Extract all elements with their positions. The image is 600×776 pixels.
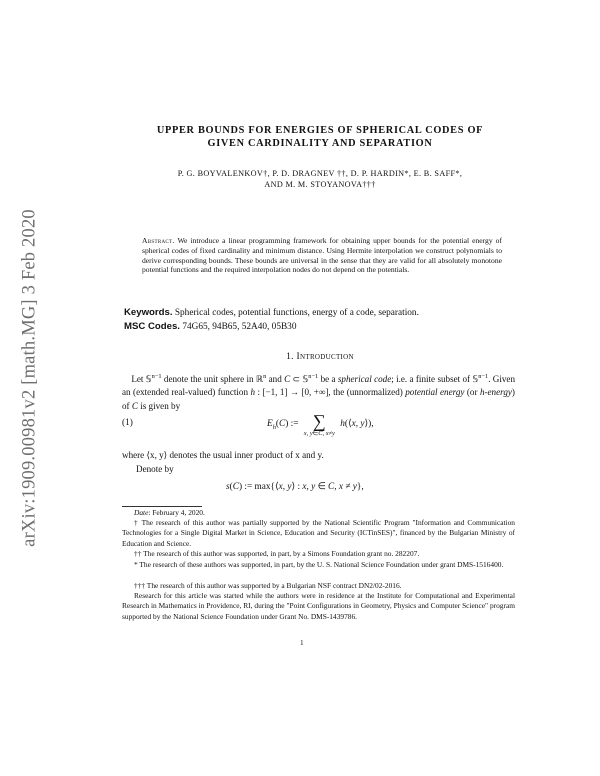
footnote-rule [122,506,202,507]
date-footnote: Date: February 4, 2020. [134,508,205,517]
equation-number: (1) [122,418,133,428]
msc-codes: MSC Codes. 74G65, 94B65, 52A40, 05B30 [124,321,297,332]
abstract [142,236,502,275]
author-list: P. G. BOYVALENKOV†, P. D. DRAGNEV ††, D. P. HARDIN*, E. B. SAFF*, AND M. M. STOYANOVA††† [177,169,463,189]
arxiv-identifier: arXiv:1909.00981v2 [math.MG] 3 Feb 2020 [19,209,40,547]
abstract-text: We introduce a linear programming framework for obtaining upper bounds for the potential energy of spherical codes of fixed cardinality and minimum distance. Using Hermite interpolation we construct polynomials to derive corresponding bounds. These bounds are universal in the sense that they are valid for all absolutely monotone potential functions and the required interpolation nodes do not depend on the potentials. [142,236,502,275]
keywords: Keywords. Spherical codes, potential functions, energy of a code, separation. [124,307,419,318]
energy-equation: $E_h(C)$ := ∑ $^{x, y\in C, x\ne y}$ h(⟨x, y⟩), [267,411,374,437]
footnote-2: †† The research of this author was supported, in part, by a Simons Foundation grant no. 282207. [134,549,420,558]
paper-title: UPPER BOUNDS FOR ENERGIES OF SPHERICAL CODES OF GIVEN CARDINALITY AND SEPARATION [156,125,484,149]
section-heading: 1. Introduction [286,352,354,362]
inner-product-note: where ⟨x, y⟩ denotes the usual inner product of x and y. [122,450,324,460]
separation-equation: s(C) := max{⟨x, y⟩ : x, y ∈ C, x ≠ y}, [226,482,364,492]
footnote-4: ††† The research of this author was supported by a Bulgarian NSF contract DN2/02-2016. [134,581,402,590]
footnote-3: * The research of these authors was supported, in part, by the U. S. National Science Foundation under grant DMS-1516400. [134,560,504,569]
denote-by: Denote by [136,464,174,474]
page-number: 1 [300,639,304,647]
footnote-1: † The research of this author was partially supported by the National Scientific Program "Information and Communication Technologies for a Single Digital Market in Science, Education and Security (ICTinSES)", financed by the Bulgarian Ministry of Education and Science. [122,518,515,548]
footnote-5: Research for this article was started while the authors were in residence at the Institute for Computational and Experimental Research in Mathematics in Providence, RI, during the "Point Configurations in Geometry, Physics and Computer Science" program supported by the National Science Foundation under Grant No. DMS-1439786. [122,591,515,621]
intro-paragraph: Let 𝕊$^{n-1}$ denote the unit sphere in ℝ$^n$ and C ⊂ 𝕊$^{n-1}$ be a spherical code; i.e. a finite subset of 𝕊$^{n-1}$. Given an (extended real-valued) function h : [−1, 1] → [0, +∞], the (unnormalized) potential energy (or h-energy) of C is given by [122,373,516,411]
abstract-label: Abstract. [142,236,175,245]
